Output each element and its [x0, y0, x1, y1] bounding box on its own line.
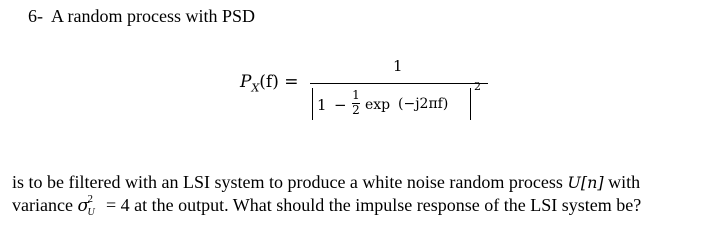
psd-subscript: X [251, 81, 260, 95]
psd-formula [240, 52, 500, 124]
statement-line-2 [12, 194, 718, 217]
sigma-subscript: U [87, 207, 95, 218]
problem-heading [28, 6, 255, 27]
abs-bar-left [312, 88, 313, 120]
denominator-minus: − [334, 96, 347, 114]
statement-text-1-end: with [603, 172, 641, 192]
problem-statement [12, 171, 718, 217]
statement-text-1: is to be filtered with an LSI system to produce a white noise random process [12, 172, 568, 192]
half-fraction [351, 88, 361, 120]
abs-bar-right [470, 88, 471, 120]
psd-argument: (f) [259, 72, 279, 92]
sigma-letter: σ [77, 196, 90, 216]
equals-sign: = [284, 72, 299, 92]
formula-numerator: 1 [393, 57, 403, 75]
exp-argument: (−j2πf) [398, 96, 449, 112]
psd-symbol: P [240, 72, 252, 92]
problem-number: 6- [28, 6, 43, 26]
variance-symbol [77, 194, 101, 217]
variance-value: = 4 [101, 195, 130, 215]
process-symbol: U[n] [567, 173, 604, 192]
statement-text-2-end: at the output. What should the impulse response of the LSI system be? [129, 195, 642, 215]
statement-line-1 [12, 171, 718, 194]
formula-lhs [240, 72, 299, 94]
statement-text-2: variance [12, 195, 78, 215]
problem-title: A random process with PSD [51, 6, 255, 26]
fraction-bar [310, 83, 488, 84]
half-denominator: 2 [352, 103, 360, 117]
square-exponent: 2 [474, 80, 481, 93]
sigma-superscript: 2 [87, 193, 93, 205]
denominator-one: 1 [317, 96, 327, 114]
half-numerator: 1 [352, 88, 360, 102]
exp-function: exp [365, 97, 391, 113]
